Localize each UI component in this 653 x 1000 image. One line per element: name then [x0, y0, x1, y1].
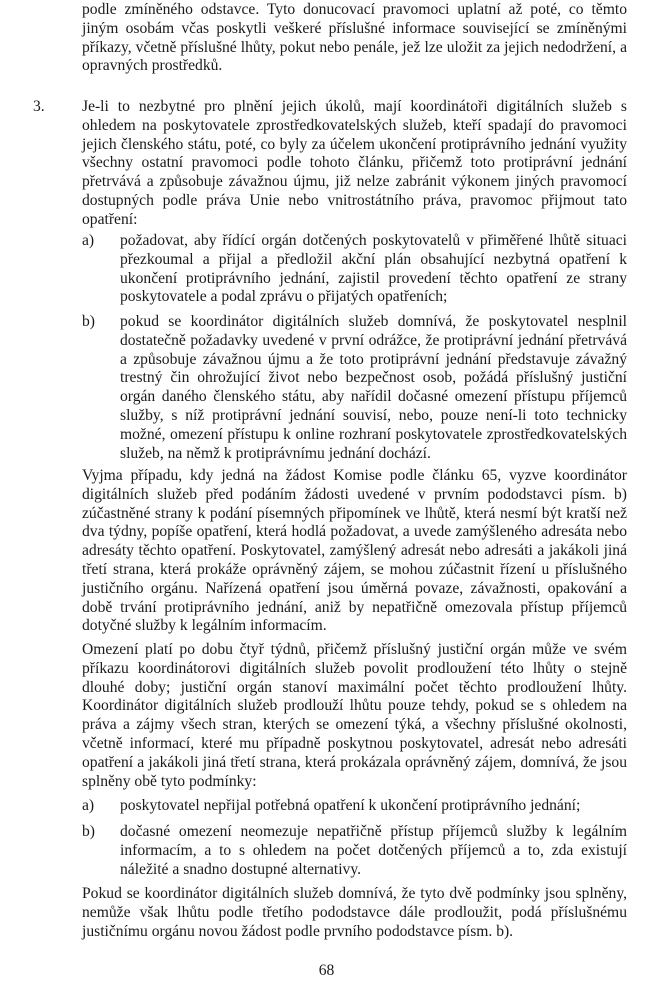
condition-b-label: b) [82, 823, 95, 840]
item-3a-text: požadovat, aby řídící orgán dotčených poskytovatelů v přiměřené lhůtě situaci přezkoumal a přijal a předložil akční plán obsahující nezbytná opatření k ukončení protiprávního jednání, zajistil provedení těchto opatření ze strany poskytovatele a podal zprávu o přijatých opatřeních; [120, 232, 627, 306]
item-3b-label: b) [82, 313, 95, 330]
intro-paragraph: podle zmíněného odstavce. Tyto donucovací pravomoci uplatní až poté, co těmto jiným osobám včas poskytli veškeré příslušné informace související se zmíněnými příkazy, včetně příslušné lhůty, pokut nebo penále, jež lze uložit za jejich nedodržení, a opravných prostředků. [82, 1, 627, 75]
paragraph-vyjma: Vyjma případu, kdy jedná na žádost Komise podle článku 65, vyzve koordinátor digitálních služeb před podáním žádosti uvedené v prvním pododstavci písm. b) zúčastněné strany k podání písemných připomínek ve lhůtě, která nesmí být kratší než dva týdny, popíše opatření, která hodlá požadovat, a uvede zamýšleného adresáta nebo adresáty těchto opatření. Poskytovatel, zamýšlený adresát nebo adresáti a jakákoli jiná třetí strana, která prokáže oprávněný zájem, se mohou zúčastnit řízení u příslušného justičního orgánu. Nařízená opatření jsou úměrná povaze, závažnosti, opakování a době trvání protiprávního jednání, aniž by nepatřičně omezovala přístup příjemců dotyčné služby k legálním informacím. [82, 467, 627, 635]
item-3-number: 3. [33, 98, 45, 115]
condition-a-label: a) [82, 797, 95, 814]
item-3-text: Je-li to nezbytné pro plnění jejich úkolů, mají koordinátoři digitálních služeb s ohledem na poskytovatele zprostředkovatelských služeb, kteří spadají do pravomoci jejich členského státu, poté, co byly za účelem ukončení protiprávního jednání využity všechny ostatní pravomoci podle tohoto článku, přičemž toto protiprávní jednání přetrvává a způsobuje závažnou újmu, již nelze zabránit výkonem jiných pravomocí dostupných podle práva Unie nebo vnitrostátního práva, pravomoc přijmout tato opatření: [82, 98, 627, 228]
page-number: 68 [318, 962, 335, 979]
condition-a-text: poskytovatel nepřijal potřebná opatření k ukončení protiprávního jednání; [120, 797, 581, 814]
item-3a-label: a) [82, 232, 95, 249]
paragraph-omezeni: Omezení platí po dobu čtyř týdnů, přičemž příslušný justiční orgán může ve svém příkazu koordinátorovi digitálních služeb povolit prodloužení této lhůty o stejně dlouhé doby; justiční orgán stanoví maximální počet těchto prodloužení lhůty. Koordinátor digitálních služeb prodlouží lhůtu pouze tehdy, pokud se s ohledem na práva a zájmy všech stran, kterých se omezení týká, a všechny příslušné okolnosti, včetně informací, které mu případně poskytnou poskytovatel, adresát nebo adresáti opatření a jakákoli jiná třetí strana, která prokázala oprávněný zájem, domnívá, že jsou splněny obě tyto podmínky: [82, 641, 627, 790]
condition-b-text: dočasné omezení neomezuje nepatřičně přístup příjemců služby k legálním informacím, a to s ohledem na počet dotčených příjemců a to, zda existují náležité a snadno dostupné alternativy. [120, 823, 627, 878]
paragraph-pokud: Pokud se koordinátor digitálních služeb domnívá, že tyto dvě podmínky jsou splněny, nemůže však lhůtu podle třetího pododstavce dále prodloužit, podá příslušnému justičnímu orgánu novou žádost podle prvního pododstavce písm. b). [82, 885, 627, 940]
item-3b-text: pokud se koordinátor digitálních služeb domnívá, že poskytovatel nesplnil dostatečně požadavky uvedené v první odrážce, že protiprávní jednání přetrvává a způsobuje závažnou újmu a že toto protiprávní jednání představuje závažný trestný čin ohrožující život nebo bezpečnost osob, požádá příslušný justiční orgán daného členského státu, aby nařídil dočasné omezení přístupu příjemců služby, s níž protiprávní jednání souvisí, nebo, pouze není-li toto technicky možné, omezení přístupu k online rozhraní poskytovatele zprostředkovatelských služeb, na němž k protiprávnímu jednání dochází. [120, 313, 627, 462]
